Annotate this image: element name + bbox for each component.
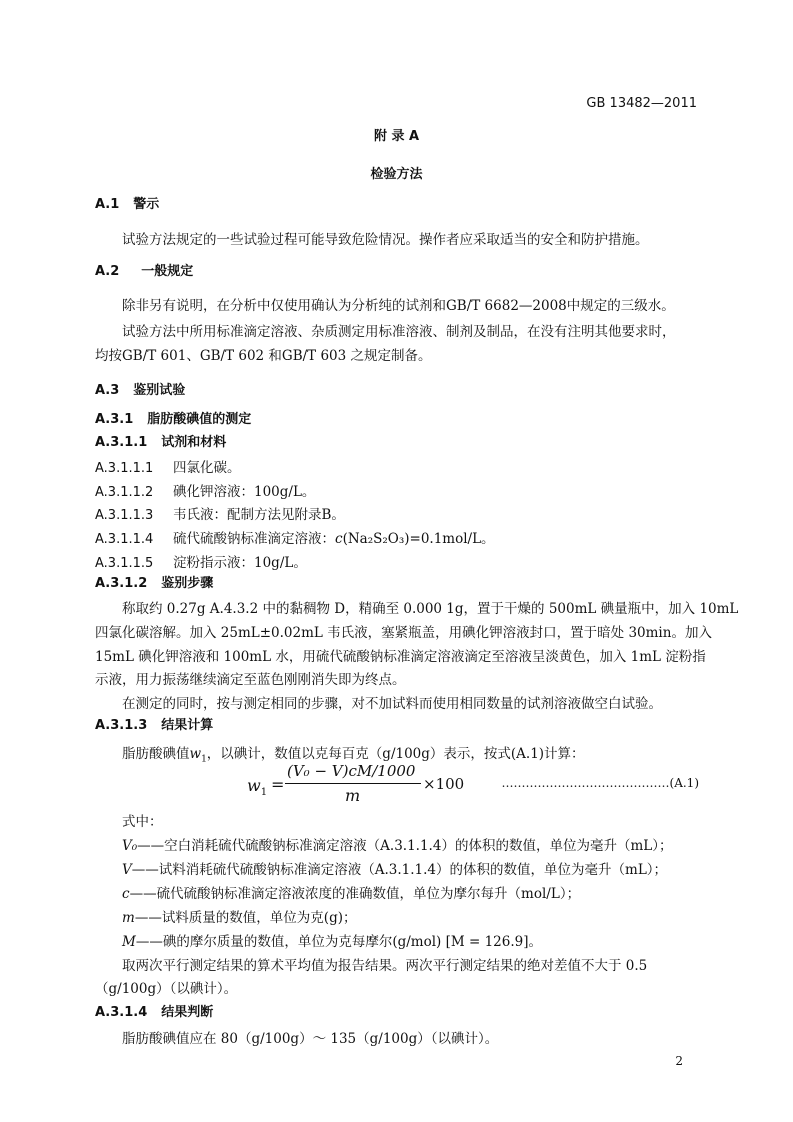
- item-text: (Na₂S₂O₃)=0.1mol/L。: [342, 531, 495, 547]
- section-title: 警示: [133, 197, 160, 212]
- formula-numerator: (V₀ − V)cM/1000: [287, 762, 416, 780]
- item-number: A.3.1.1.5: [95, 556, 154, 571]
- item-number: A.3.1.1.3: [95, 508, 154, 523]
- symbol-subscript: 1: [201, 754, 207, 765]
- paragraph-continuation: 示液，用力振荡继续滴定至蓝色刚刚消失即为终点。: [95, 672, 406, 688]
- definition-item: [122, 858, 667, 878]
- section-title: 一般规定: [141, 264, 194, 279]
- section-title: 鉴别试验: [133, 383, 186, 398]
- item-text: 韦氏液：配制方法见附录B。: [173, 507, 345, 523]
- reagent-item: [95, 551, 307, 571]
- appendix-title: 附 录 A: [373, 129, 420, 144]
- section-title: 试剂和材料: [161, 435, 227, 450]
- section-title: 结果判断: [161, 1005, 214, 1020]
- reagent-item: [95, 480, 315, 500]
- section-heading-a2: [95, 260, 193, 279]
- section-number: A.3.1.2: [95, 576, 148, 591]
- paragraph: 试验方法规定的一些试验过程可能导致危险情况。操作者应采取适当的安全和防护措施。: [122, 232, 649, 248]
- item-text: 四氯化碳。: [173, 460, 241, 476]
- section-number: A.1: [95, 197, 120, 212]
- definition-text: ——试料质量的数值，单位为克(g)；: [134, 910, 357, 926]
- paragraph: 取两次平行测定结果的算术平均值为报告结果。两次平行测定结果的绝对差值不大于 0.5: [122, 958, 648, 974]
- symbol-w: w: [189, 746, 202, 762]
- section-title: 结果计算: [161, 718, 214, 733]
- intro-text: ，以碘计，数值以克每百克（g/100g）表示，按式(A.1)计算：: [206, 746, 585, 762]
- section-heading-a314: [95, 1001, 213, 1020]
- definition-item: [122, 906, 357, 926]
- section-heading-a311: [95, 431, 226, 450]
- section-number: A.3.1.4: [95, 1005, 148, 1020]
- standard-code: GB 13482—2011: [586, 96, 697, 111]
- item-number: A.3.1.1.4: [95, 532, 154, 547]
- section-title: 鉴别步骤: [161, 576, 214, 591]
- section-heading-a313: [95, 714, 213, 733]
- formula-equals: =: [271, 775, 285, 794]
- reagent-item: [95, 456, 241, 476]
- paragraph: 称取约 0.27g A.4.3.2 中的黏稠物 D，精确至 0.000 1g，置于干燥的 500mL 碘量瓶中，加入 10mL: [122, 601, 739, 617]
- appendix-subtitle: 检验方法: [370, 167, 423, 182]
- concentration-symbol: c: [335, 531, 343, 547]
- section-title: 脂肪酸碘值的测定: [147, 412, 252, 427]
- section-number: A.3.1.3: [95, 718, 148, 733]
- item-number: A.3.1.1.2: [95, 485, 154, 500]
- definition-text: ——硫代硫酸钠标准滴定溶液浓度的准确数值，单位为摩尔每升（mol/L）；: [129, 886, 581, 902]
- formula-lhs: $w_1$: [247, 776, 268, 799]
- paragraph: 脂肪酸碘值应在 80（g/100g）～ 135（g/100g）（以碘计）。: [122, 1031, 499, 1047]
- item-number: A.3.1.1.1: [95, 461, 154, 476]
- definition-text: ——碘的摩尔质量的数值，单位为克每摩尔(g/mol) [M = 126.9]。: [135, 934, 542, 950]
- formula-a1: [247, 762, 465, 808]
- paragraph-continuation: 15mL 碘化钾溶液和 100mL 水，用硫代硫酸钠标准滴定溶液滴定至溶液呈淡黄色，加入 1mL 淀粉指: [95, 649, 706, 665]
- paragraph-continuation: 均按GB/T 601、GB/T 602 和GB/T 603 之规定制备。: [95, 348, 432, 364]
- fraction-bar: [285, 783, 421, 784]
- paragraph: 在测定的同时，按与测定相同的步骤，对不加试料而使用相同数量的试剂溶液做空白试验。: [122, 696, 662, 712]
- formula-denominator: m: [345, 786, 361, 805]
- reagent-item: [95, 527, 495, 547]
- definition-item: [122, 834, 672, 854]
- page-number: 2: [675, 1054, 683, 1068]
- definition-item: [122, 930, 542, 950]
- definition-symbol: m: [122, 910, 135, 926]
- definition-symbol: V: [122, 862, 132, 878]
- section-number: A.3: [95, 383, 120, 398]
- where-label: 式中：: [122, 814, 163, 830]
- definition-symbol: M: [122, 934, 136, 950]
- item-text: 淀粉指示液：10g/L。: [173, 555, 307, 571]
- section-heading-a3: [95, 379, 185, 398]
- formula-multiplier: ×100: [423, 775, 465, 793]
- definition-text: ——空白消耗硫代硫酸钠标准滴定溶液（A.3.1.1.4）的体积的数值，单位为毫升（mL）；: [137, 838, 673, 854]
- section-heading-a31: [95, 408, 251, 427]
- section-number: A.3.1.1: [95, 435, 148, 450]
- paragraph-continuation: 四氯化碳溶解。加入 25mL±0.02mL 韦氏液，塞紧瓶盖，用碘化钾溶液封口，置于暗处 30min。加入: [95, 625, 712, 641]
- paragraph: 除非另有说明，在分析中仅使用确认为分析纯的试剂和GB/T 6682—2008中规定的三级水。: [122, 298, 675, 314]
- reagent-item: [95, 503, 345, 523]
- section-number: A.3.1: [95, 412, 134, 427]
- paragraph-continuation: （g/100g）（以碘计）。: [95, 981, 238, 997]
- item-text: 硫代硫酸钠标准滴定溶液：: [173, 531, 335, 547]
- intro-text: 脂肪酸碘值: [122, 746, 190, 762]
- formula-label: ……………………………………(A.1): [501, 776, 699, 790]
- paragraph: 试验方法中所用标准滴定溶液、杂质测定用标准溶液、制剂及制品，在没有注明其他要求时，: [122, 324, 676, 340]
- definition-item: [122, 882, 580, 902]
- section-heading-a1: [95, 193, 159, 212]
- definition-text: ——试料消耗硫代硫酸钠标准滴定溶液（A.3.1.1.4）的体积的数值，单位为毫升（mL）；: [131, 862, 668, 878]
- item-text: 碘化钾溶液：100g/L。: [173, 484, 316, 500]
- definition-symbol: V₀: [122, 838, 138, 854]
- section-heading-a312: [95, 572, 213, 591]
- section-number: A.2: [95, 264, 120, 279]
- definition-symbol: c: [122, 886, 130, 902]
